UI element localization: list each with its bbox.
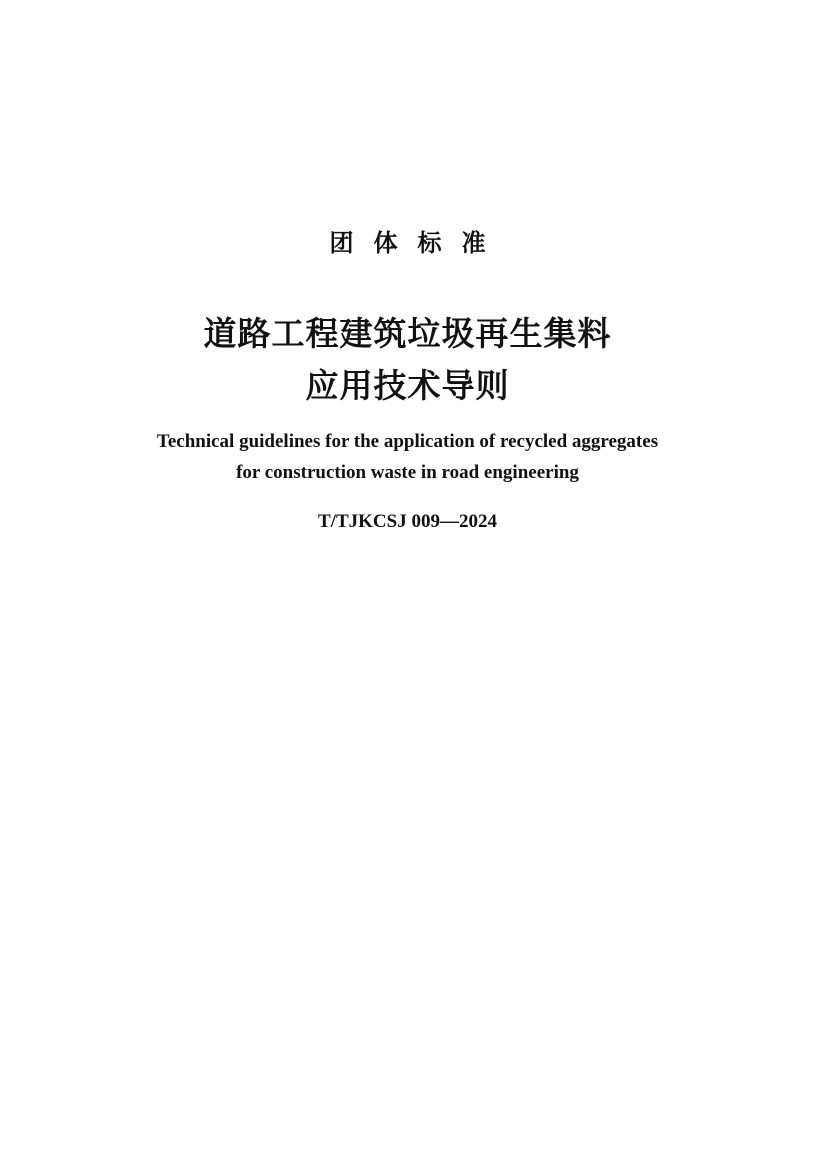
english-title (0, 426, 815, 488)
chinese-title-line-1: 道路工程建筑垃圾再生集料 (203, 314, 612, 353)
standard-code: T/TJKCSJ 009—2024 (318, 511, 497, 532)
english-title-line-2: for construction waste in road engineering (236, 462, 579, 483)
standard-type-heading: 团体标准 (329, 229, 506, 257)
english-title-line-1: Technical guidelines for the application of recycled aggregates (156, 431, 659, 452)
chinese-title (0, 308, 815, 412)
chinese-title-line-2: 应用技术导则 (305, 366, 510, 405)
